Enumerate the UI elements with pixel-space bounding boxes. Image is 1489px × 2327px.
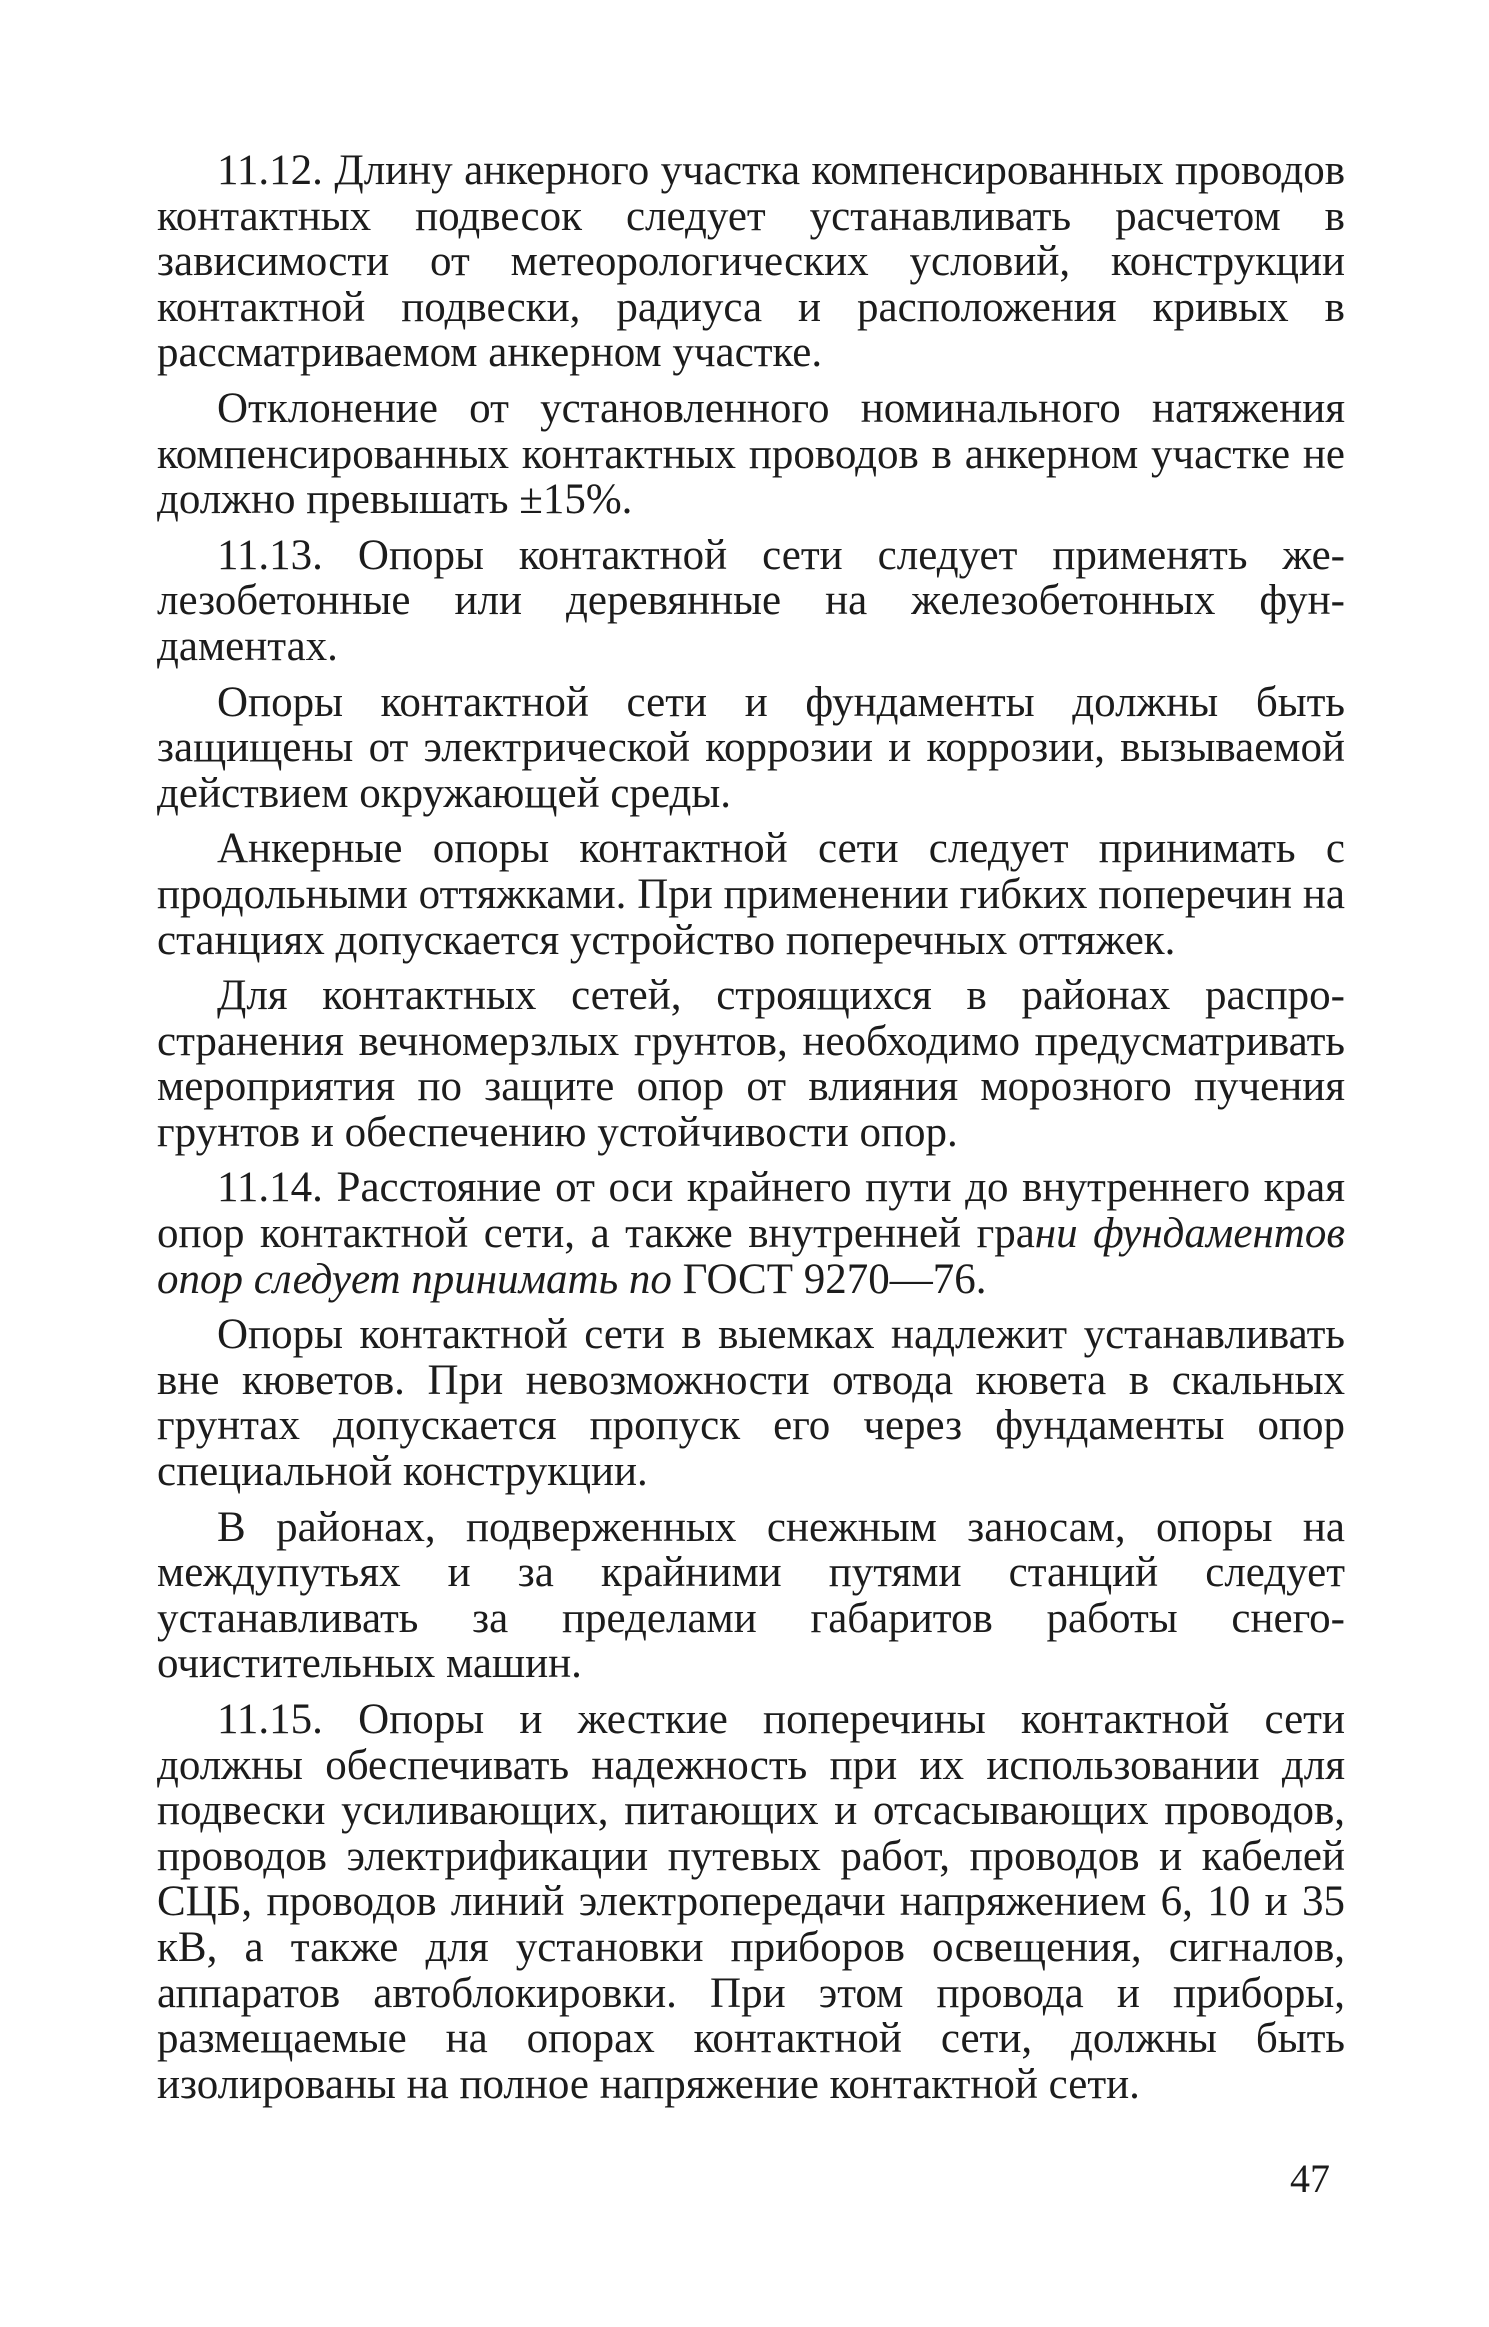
paragraph-11-14-end: ГОСТ 9270—76.: [671, 1255, 987, 1303]
paragraph-11-13-anchor: Анкерные опоры контактной сети следует принимать с продольными оттяжками. При применении гибких поперечин на станциях допускается устройство поперечных оттяжек.: [157, 825, 1345, 964]
paragraph-11-15: 11.15. Опоры и жесткие поперечины контактной сети должны обеспечивать надежность при их использовании для подвески усиливающих, питающих и отсасывающих проводов, проводов электрификации путевых работ, проводов и кабелей СЦБ, проводов линий электропередачи напряжением 6, 10 и 35 кВ, а также для установки приборов освещения, сигналов, аппаратов автоблокировки. При этом провода и приборы, размещаемые на опорах контактной сети, должны быть изолированы на полное напряжение контактной сети.: [157, 1696, 1345, 2108]
paragraph-11-14-start: 11.14. Расстояние от оси крайнего пути до внутреннего края опор контактной сети, а также внутренней гра: [157, 1164, 1345, 1258]
page-number: 47: [1290, 2156, 1330, 2201]
paragraph-11-14-italic: ни фундаментов опор следует принимать по: [157, 1210, 1345, 1303]
document-page: [157, 148, 1345, 2117]
paragraph-11-14-cuttings: Опоры контактной сети в выемках надлежит устанавливать вне кюветов. При невозможности отвода кювета в скальных грунтах допускается пропуск его через фундаменты опор специальной конструкции.: [157, 1311, 1345, 1496]
paragraph-11-12-tension: Отклонение от установленного номинального натяжения компенсированных контактных проводов в анкерном участке не должно превышать ±15%.: [157, 384, 1345, 524]
paragraph-11-14-snow: В районах, подверженных снежным заносам, опоры на междупутьях и за крайними путями станций следует устанавливать за пределами габаритов работы снегоочистительных машин.: [157, 1503, 1345, 1688]
paragraph-11-12: 11.12. Длину анкерного участка компенсированных проводов контактных подвесок следует устанавливать расчетом в зависимости от метеорологических условий, конструкции контактной подвески, радиуса и расположения кривых в рассматриваемом анкерном участке.: [157, 147, 1345, 377]
paragraph-11-13: 11.13. Опоры контактной сети следует применять железобетонные или деревянные на железобетонных фундаментах.: [157, 531, 1345, 670]
paragraph-11-14: [157, 1165, 1345, 1302]
paragraph-11-13-corrosion: Опоры контактной сети и фундаменты должны быть защищены от электрической коррозии и коррозии, вызываемой действием окружающей среды.: [157, 678, 1345, 817]
paragraph-11-13-permafrost: Для контактных сетей, строящихся в районах распространения вечномерзлых грунтов, необходимо предусматривать мероприятия по защите опор от влияния морозного пучения грунтов и обеспечению устойчивости опор.: [157, 972, 1345, 1156]
